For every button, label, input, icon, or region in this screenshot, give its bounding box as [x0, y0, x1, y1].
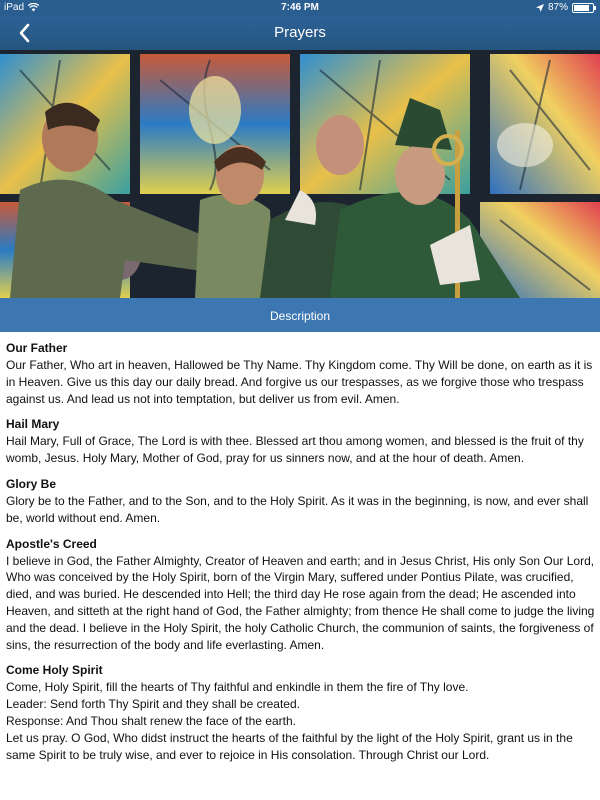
status-time: 7:46 PM	[281, 2, 319, 13]
prayer-title: Hail Mary	[6, 417, 60, 432]
prayer-text: Hail Mary, Full of Grace, The Lord is with thee. Blessed art thou among women, and blessed is the fruit of thy womb, Jesus. Holy Mary, Mother of God, pray for us sinners now, and at the hour of death. Amen.	[6, 434, 584, 466]
prayer-our-father	[6, 340, 596, 407]
prayer-text: I believe in God, the Father Almighty, Creator of Heaven and earth; and in Jesus Christ, His only Son Our Lord, Who was conceived by the Holy Spirit, born of the Virgin Mary, suffered under Pontius Pilate, was crucified, died, and was buried. He descended into Hell; the third day He rose again from the dead; He ascended into Heaven, and sitteth at the right hand of God, the Father almighty; from thence He shall come to judge the living and the dead. I believe in the Holy Spirit, the holy Catholic Church, the communion of saints, the forgiveness of sins, the resurrection of the body and life everlasting. Amen.	[6, 553, 595, 652]
status-right	[536, 2, 594, 13]
stained-glass-confirmation-photo	[0, 50, 600, 298]
prayer-line: Response: And Thou shalt renew the face of the earth.	[6, 713, 296, 728]
prayer-line: Let us pray. O God, Who didst instruct the hearts of the faithful by the light of the Holy Spirit, grant us in the same Spirit to be truly wise, and ever to rejoice in His consolation. Through Christ our Lord.	[6, 730, 573, 762]
prayer-glory-be	[6, 476, 596, 527]
prayer-hail-mary	[6, 416, 596, 467]
battery-icon	[572, 3, 594, 13]
prayer-come-holy-spirit	[6, 662, 596, 763]
device-label: iPad	[4, 2, 25, 13]
prayer-title: Our Father	[6, 341, 68, 355]
prayer-text: Our Father, Who art in heaven, Hallowed be Thy Name. Thy Kingdom come. Thy Will be done, on earth as it is in Heaven. Give us this day our daily bread. And forgive us our trespasses, as we forgive those who trespass against us. And lead us not into temptation, but deliver us from evil. Amen.	[6, 358, 593, 406]
prayer-line: Leader: Send forth Thy Spirit and they shall be created.	[6, 697, 300, 712]
prayer-line: Come, Holy Spirit, fill the hearts of Thy faithful and enkindle in them the fire of Thy love.	[6, 680, 469, 695]
prayer-apostles-creed	[6, 536, 596, 654]
prayer-text: Glory be to the Father, and to the Son, and to the Holy Spirit. As it was in the beginning, is now, and ever shall be, world without end. Amen.	[6, 493, 589, 525]
navigation-bar	[0, 16, 600, 50]
description-header	[0, 298, 600, 332]
prayer-title: Apostle's Creed	[6, 536, 97, 551]
prayers-list	[6, 340, 596, 772]
prayer-title: Come Holy Spirit	[6, 663, 103, 678]
prayer-title: Glory Be	[6, 476, 57, 491]
page-title: Prayers	[274, 24, 326, 41]
hero-image	[0, 50, 600, 298]
location-arrow-icon	[536, 4, 544, 12]
battery-percent: 87%	[547, 2, 568, 13]
status-bar	[0, 0, 600, 16]
description-label: Description	[269, 309, 331, 323]
